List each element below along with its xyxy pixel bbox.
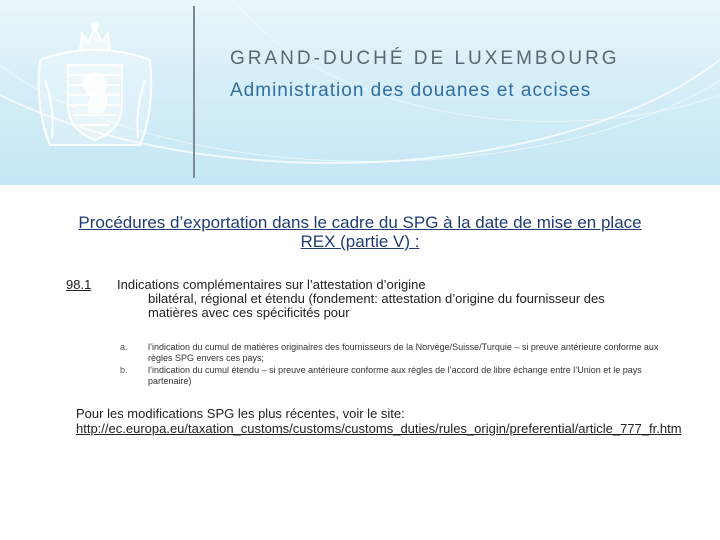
list-item (120, 365, 680, 387)
article-body: bilatéral, régional et étendu (fondement: attestation d’origine du fournisseur des matières avec ces spécificités pour (148, 291, 605, 320)
header-divider (193, 6, 195, 178)
list-item-text: l’indication du cumul étendu – si preuve antérieure conforme aux règles de l’accord de libre échange entre l’Union et le pays partenaire) (148, 365, 642, 386)
article-number: 98.1 (66, 277, 92, 292)
coat-of-arms-logo (30, 20, 160, 160)
article-sub-list (120, 342, 680, 388)
list-item-letter: b. (120, 365, 128, 375)
note-text: Pour les modifications SPG les plus récentes, voir le site: (76, 406, 405, 421)
agency-subtitle: Administration des douanes et accises (230, 80, 592, 101)
reference-link[interactable]: http://ec.europa.eu/taxation_customs/customs/customs_duties/rules_origin/preferential/article_777_fr.htm (76, 421, 682, 436)
article-lead: Indications complémentaires sur l’attestation d’origine (117, 277, 426, 292)
list-item (120, 342, 680, 364)
list-item-text: l’indication du cumul de matières originaires des fournisseurs de la Norvège/Suisse/Turquie – si preuve antérieure conforme aux règles SPG envers ces pays; (148, 342, 659, 363)
list-item-letter: a. (120, 342, 128, 352)
slide-heading: Procédures d’exportation dans le cadre du SPG à la date de mise en place REX (partie V) : (78, 213, 642, 251)
header-banner (0, 0, 720, 185)
country-title: GRAND-DUCHÉ DE LUXEMBOURG (230, 48, 620, 69)
footer-note (76, 406, 682, 436)
